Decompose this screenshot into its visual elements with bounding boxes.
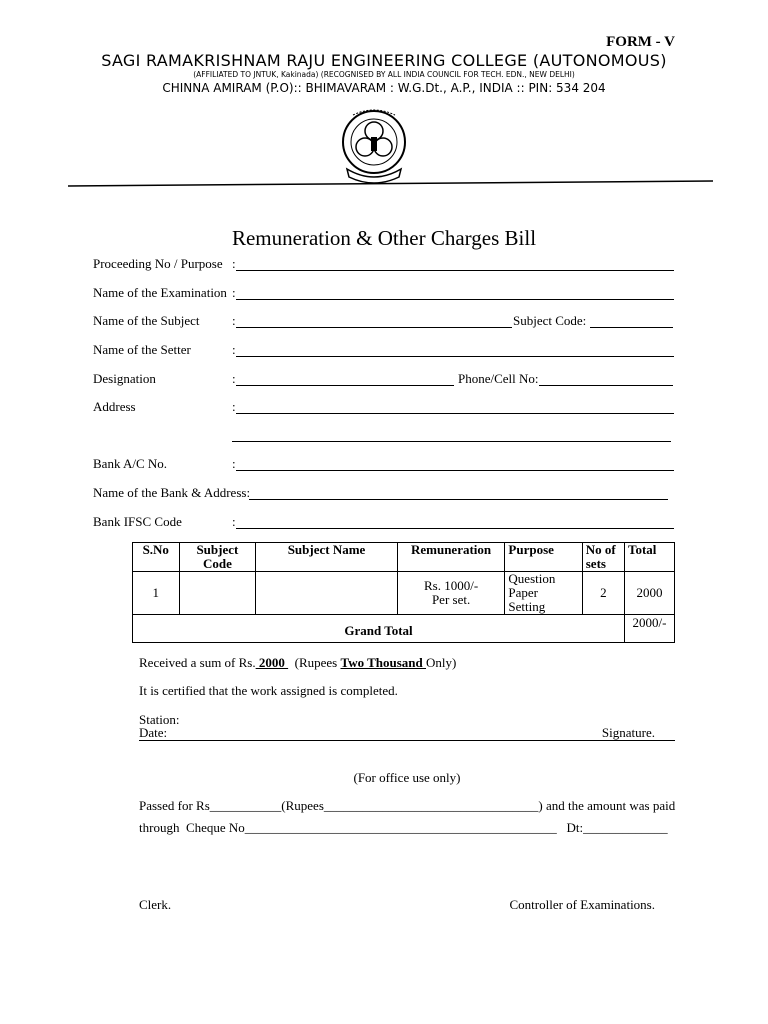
phone-input-line[interactable] — [539, 385, 673, 386]
bill-table — [132, 542, 675, 643]
received-line — [139, 655, 456, 671]
cell-subject-name[interactable] — [256, 572, 397, 615]
bank-ac-input-line[interactable] — [236, 470, 674, 471]
bank-name-row — [93, 485, 675, 502]
ifsc-input-line[interactable] — [236, 528, 674, 529]
subject-row — [93, 313, 675, 330]
subject-colon: : — [232, 313, 236, 328]
col-header-subject-code: Subject Code — [179, 543, 256, 572]
received-prefix: Received a sum of Rs. — [139, 655, 256, 670]
address-row — [93, 399, 675, 416]
received-rupees-open: (Rupees — [288, 655, 341, 670]
setter-colon: : — [232, 342, 236, 357]
received-suffix: Only) — [426, 655, 457, 670]
subject-code-input-line[interactable] — [590, 327, 673, 328]
subject-code-label: Subject Code: — [513, 313, 587, 328]
table-row — [133, 572, 675, 615]
grand-total-value: 2000/- — [625, 615, 675, 643]
form-label: FORM - V — [606, 34, 675, 50]
cell-sno: 1 — [133, 572, 180, 615]
college-address: CHINNA AMIRAM (P.O):: BHIMAVARAM : W.G.Dt., A.P., INDIA :: PIN: 534 204 — [162, 81, 606, 95]
cell-subject-code[interactable] — [179, 572, 256, 615]
phone-label: Phone/Cell No: — [458, 371, 539, 386]
grand-total-label: Grand Total — [133, 615, 625, 643]
signature-label: Signature. — [601, 725, 655, 740]
setter-label: Name of the Setter — [93, 342, 191, 357]
bank-name-input-line[interactable] — [249, 499, 668, 500]
setter-row — [93, 342, 675, 359]
remuneration-line-1: Rs. 1000/- — [423, 578, 479, 593]
proceeding-row — [93, 256, 675, 273]
designation-colon: : — [232, 371, 236, 386]
cell-purpose — [505, 572, 582, 615]
address-input-line-2[interactable] — [232, 441, 671, 442]
date-label: Date: — [139, 725, 168, 740]
examination-label: Name of the Examination — [93, 285, 227, 300]
received-amount: 2000 — [255, 655, 289, 670]
passed-for-line: Passed for Rs___________(Rupees_________________________________) and the amount was paid — [139, 798, 676, 813]
examination-colon: : — [232, 285, 236, 300]
setter-input-line[interactable] — [236, 356, 674, 357]
designation-label: Designation — [93, 371, 156, 386]
bill-title: Remuneration & Other Charges Bill — [231, 226, 537, 250]
ifsc-label: Bank IFSC Code — [93, 514, 182, 529]
examination-input-line[interactable] — [236, 299, 674, 300]
affiliation-note: (AFFILIATED TO JNTUK, Kakinada) (RECOGNISED BY ALL INDIA COUNCIL FOR TECH. EDN., NEW DELHI) — [193, 70, 575, 79]
col-header-sets: No of sets — [582, 543, 624, 572]
header-divider — [68, 180, 713, 188]
col-header-remuneration: Remuneration — [397, 543, 505, 572]
office-use-label: (For office use only) — [353, 770, 461, 785]
college-name: SAGI RAMAKRISHNAM RAJU ENGINEERING COLLEGE (AUTONOMOUS) — [101, 51, 667, 70]
received-amount-words: Two Thousand — [340, 655, 426, 670]
col-header-purpose: Purpose — [505, 543, 582, 572]
address-colon: : — [232, 399, 236, 414]
designation-input-line[interactable] — [236, 385, 454, 386]
address-input-line-1[interactable] — [236, 413, 674, 414]
certified-text: It is certified that the work assigned is completed. — [139, 683, 398, 698]
ifsc-row — [93, 514, 675, 531]
bank-name-label: Name of the Bank & Address: — [93, 485, 251, 500]
ifsc-colon: : — [232, 514, 236, 529]
examination-row — [93, 285, 675, 302]
address-label: Address — [93, 399, 136, 414]
cheque-line: through Cheque No________________________________________________ Dt:_____________ — [139, 820, 668, 835]
remuneration-line-2: Per set. — [431, 592, 471, 607]
address-row-2 — [93, 427, 675, 444]
station-label: Station: — [139, 712, 180, 727]
signature-divider — [139, 740, 675, 741]
purpose-line-1: Question — [508, 571, 556, 586]
subject-label: Name of the Subject — [93, 313, 200, 328]
designation-row — [93, 371, 675, 388]
proceeding-label: Proceeding No / Purpose — [93, 256, 223, 271]
proceeding-input-line[interactable] — [236, 270, 674, 271]
cell-remuneration — [397, 572, 505, 615]
col-header-total: Total — [625, 543, 675, 572]
proceeding-colon: : — [232, 256, 236, 271]
cell-total: 2000 — [625, 572, 675, 615]
grand-total-row — [133, 615, 675, 643]
subject-input-line[interactable] — [236, 327, 512, 328]
bank-ac-row — [93, 456, 675, 473]
purpose-line-2: Paper — [508, 585, 539, 600]
bank-ac-label: Bank A/C No. — [93, 456, 168, 471]
clerk-signature: Clerk. — [139, 897, 172, 912]
col-header-sno: S.No — [133, 543, 180, 572]
col-header-subject-name: Subject Name — [256, 543, 397, 572]
college-logo-icon — [339, 107, 409, 187]
bank-ac-colon: : — [232, 456, 236, 471]
table-header-row — [133, 543, 675, 572]
purpose-line-3: Setting — [508, 599, 546, 614]
controller-signature: Controller of Examinations. — [509, 897, 655, 912]
cell-sets: 2 — [582, 572, 624, 615]
